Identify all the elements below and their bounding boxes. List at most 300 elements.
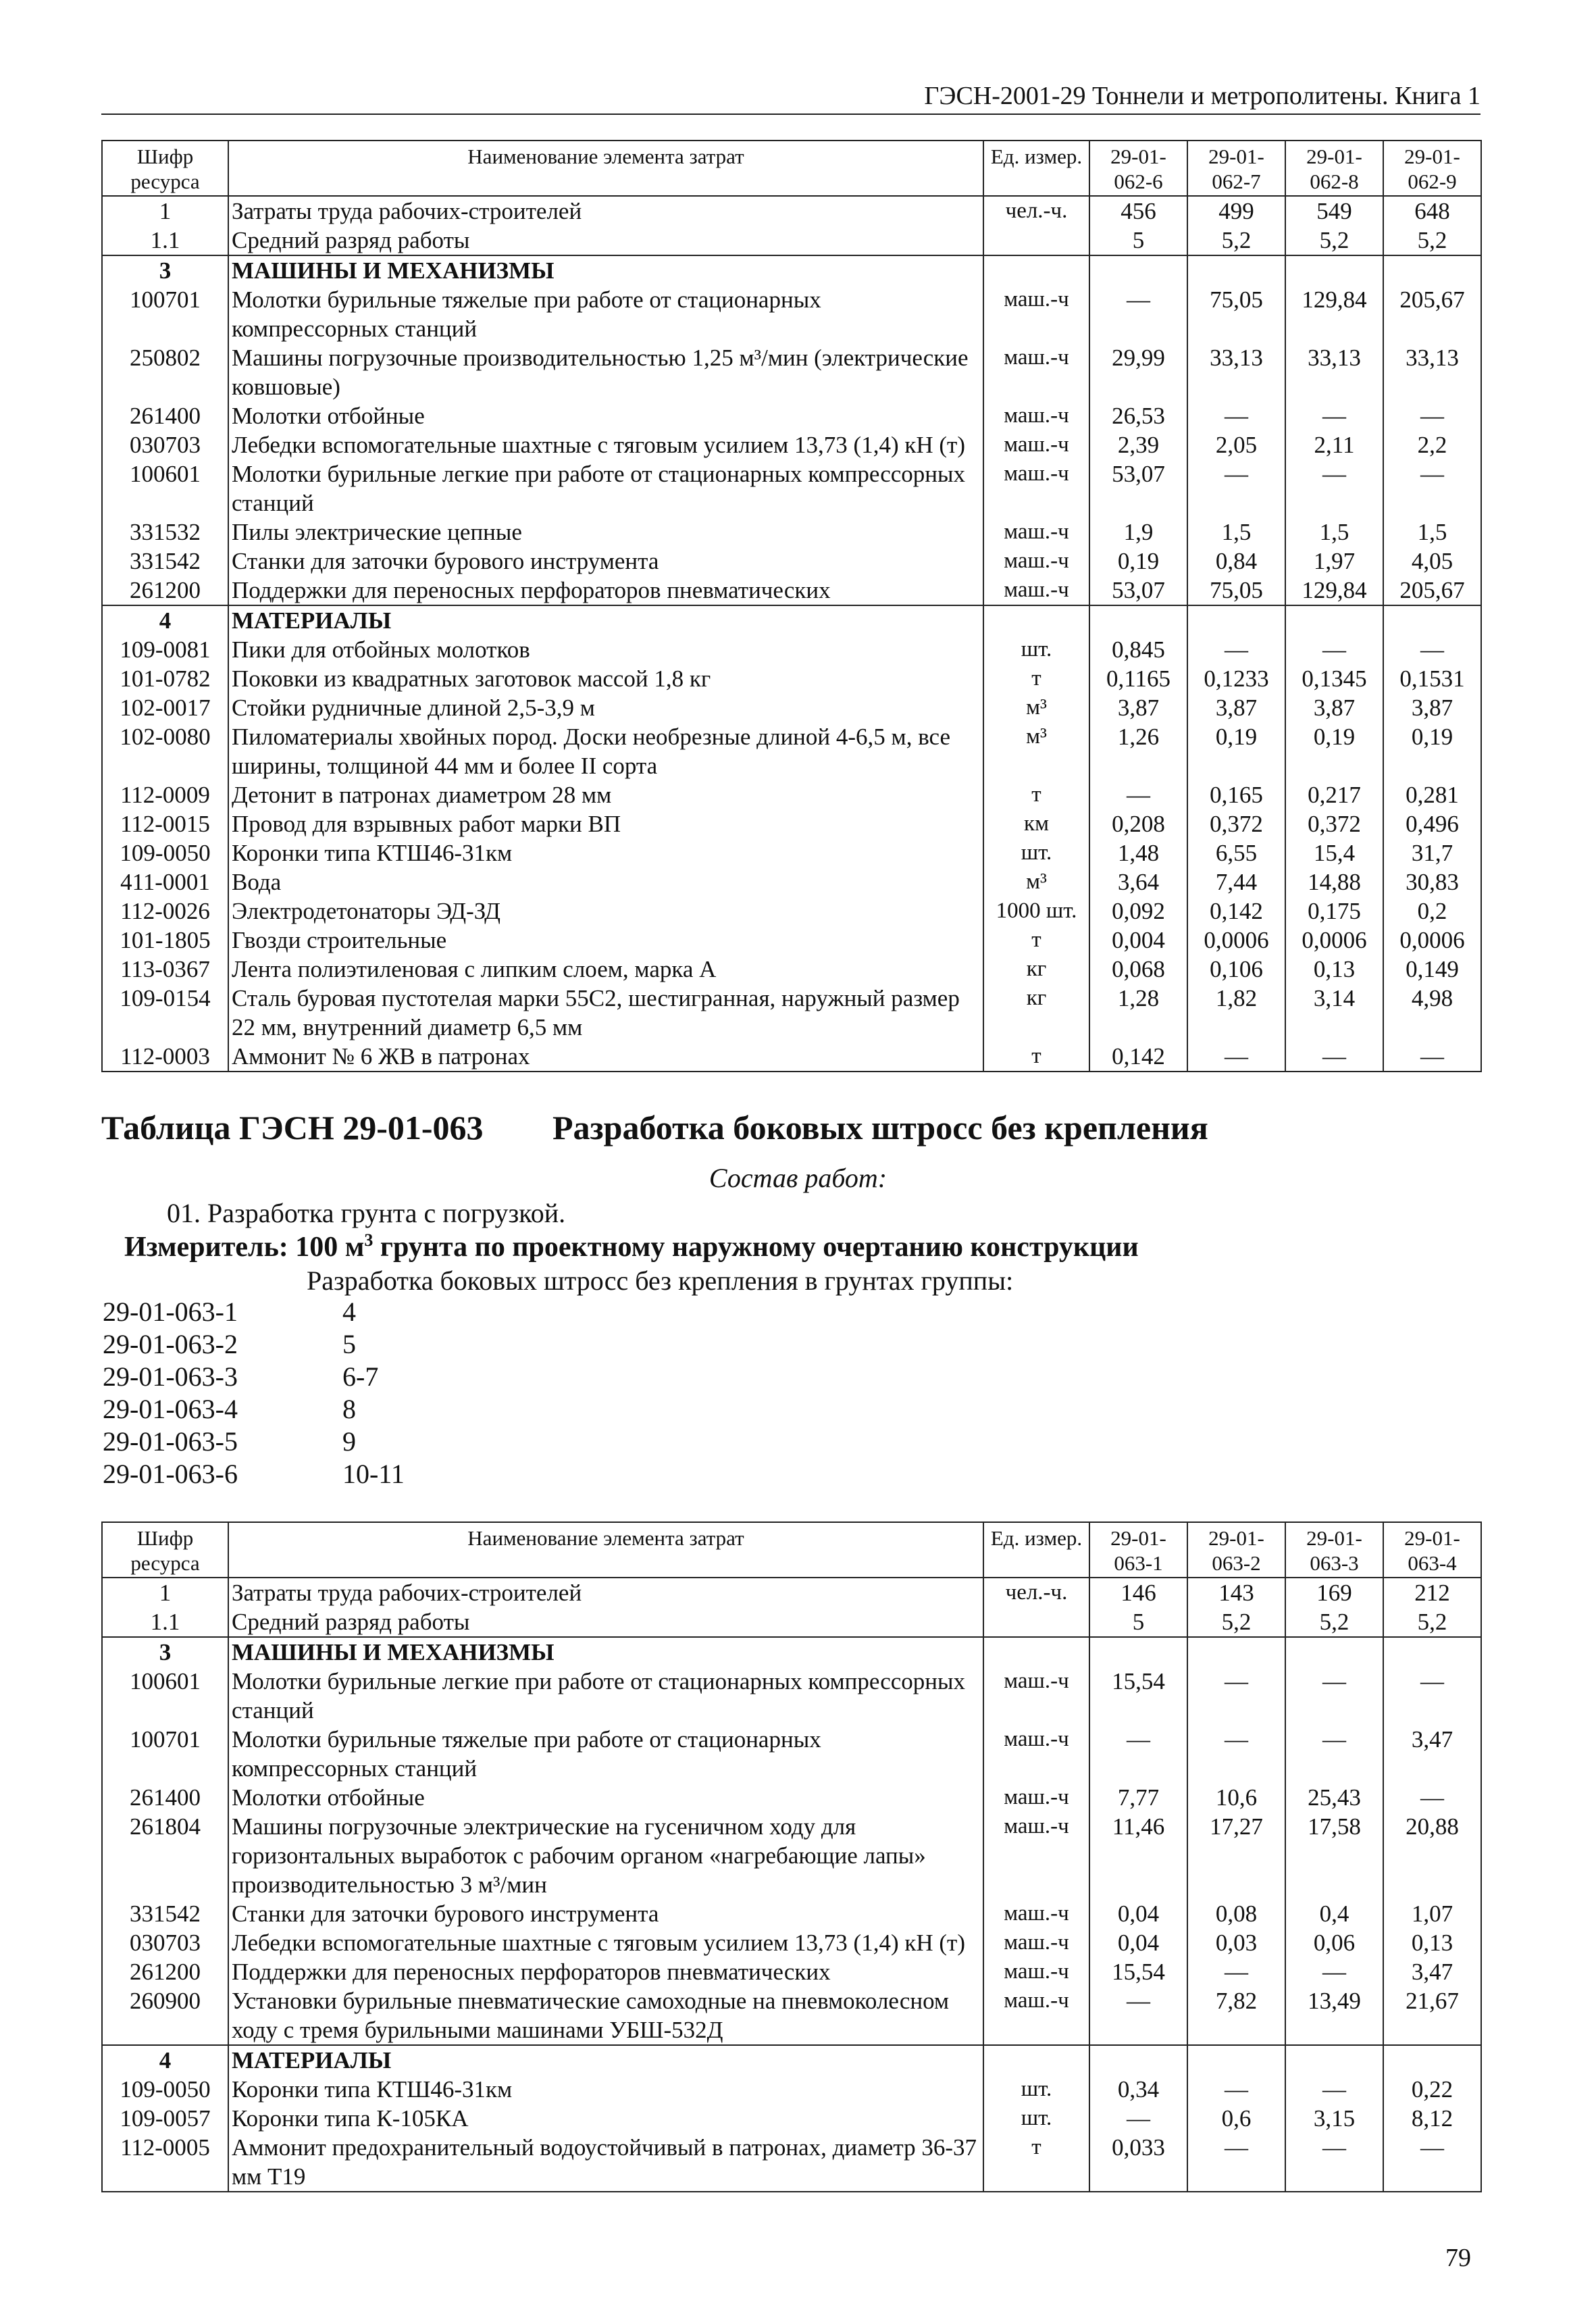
table-row: [102, 1783, 1481, 1812]
table-row: [102, 1812, 1481, 1899]
resource-value: 1,5: [1285, 518, 1383, 547]
resource-unit: кг: [983, 984, 1089, 1042]
resource-name: МАТЕРИАЛЫ: [228, 605, 983, 635]
resource-value: 0,19: [1089, 547, 1187, 576]
resource-value: —: [1383, 635, 1481, 664]
resource-value: 5,2: [1187, 226, 1285, 255]
resource-value: 29,99: [1089, 343, 1187, 401]
resource-value: 0,4: [1285, 1899, 1383, 1928]
table-row: [102, 926, 1481, 955]
resource-name: Станки для заточки бурового инструмента: [228, 1899, 983, 1928]
table-row: [102, 1899, 1481, 1928]
resource-value: 129,84: [1285, 576, 1383, 605]
resource-value: 0,092: [1089, 897, 1187, 926]
resource-value: 75,05: [1187, 576, 1285, 605]
resource-value: 0,03: [1187, 1928, 1285, 1957]
resource-value: 1,82: [1187, 984, 1285, 1042]
table-row: [102, 693, 1481, 722]
resource-value: —: [1089, 780, 1187, 809]
norm-row: [103, 1393, 508, 1426]
table-row: [102, 576, 1481, 605]
resource-value: 10,6: [1187, 1783, 1285, 1812]
norm-row: [103, 1328, 508, 1361]
resource-value: 4,05: [1383, 547, 1481, 576]
resource-name: Молотки отбойные: [228, 1783, 983, 1812]
resource-code: 250802: [102, 343, 228, 401]
resource-value: 0,22: [1383, 2075, 1481, 2104]
resource-value: 0,068: [1089, 955, 1187, 984]
resource-unit: чел.-ч.: [983, 196, 1089, 226]
resource-unit: км: [983, 809, 1089, 838]
resource-value: —: [1383, 1042, 1481, 1072]
groups-caption: Разработка боковых штросс без крепления в грунтах группы:: [307, 1265, 1014, 1296]
resource-value: 1,97: [1285, 547, 1383, 576]
resource-value: [1187, 605, 1285, 635]
resource-unit: м³: [983, 722, 1089, 780]
resource-value: —: [1383, 459, 1481, 518]
resource-value: 0,1345: [1285, 664, 1383, 693]
resource-value: 0,13: [1383, 1928, 1481, 1957]
resource-code: 3: [102, 1637, 228, 1667]
resource-code: 112-0003: [102, 1042, 228, 1072]
header-unit: Ед. измер.: [983, 141, 1089, 196]
resource-code: 100701: [102, 285, 228, 343]
resource-value: 0,033: [1089, 2133, 1187, 2192]
resource-value: 7,82: [1187, 1986, 1285, 2045]
resource-value: 0,19: [1383, 722, 1481, 780]
resource-value: 499: [1187, 196, 1285, 226]
table-row: [102, 430, 1481, 459]
resource-unit: шт.: [983, 2104, 1089, 2133]
resource-value: 0,08: [1187, 1899, 1285, 1928]
resource-value: 0,6: [1187, 2104, 1285, 2133]
resource-code: 261400: [102, 1783, 228, 1812]
resource-value: 0,1165: [1089, 664, 1187, 693]
table-row: [102, 1986, 1481, 2045]
norm-list: [103, 1296, 508, 1490]
resource-value: —: [1089, 2104, 1187, 2133]
header-col: 29-01-062-9: [1383, 141, 1481, 196]
resource-value: 3,14: [1285, 984, 1383, 1042]
resource-value: 456: [1089, 196, 1187, 226]
resource-name: Установки бурильные пневматические самоходные на пневмоколесном ходу с тремя бурильными машинами УБШ-532Д: [228, 1986, 983, 2045]
resource-code: 261400: [102, 401, 228, 430]
resource-value: 0,372: [1285, 809, 1383, 838]
resource-code: 4: [102, 605, 228, 635]
resource-value: 129,84: [1285, 285, 1383, 343]
resource-value: 2,11: [1285, 430, 1383, 459]
resource-value: 14,88: [1285, 867, 1383, 897]
resource-value: —: [1187, 459, 1285, 518]
resource-name: Пиломатериалы хвойных пород. Доски необрезные длиной 4-6,5 м, все ширины, толщиной 44 мм и более II сорта: [228, 722, 983, 780]
resource-code: 109-0050: [102, 838, 228, 867]
norm-group: 6-7: [342, 1361, 379, 1392]
resource-value: 1,5: [1187, 518, 1285, 547]
resource-value: 17,27: [1187, 1812, 1285, 1899]
resource-code: 112-0015: [102, 809, 228, 838]
resource-value: —: [1187, 1957, 1285, 1986]
resource-unit: маш.-ч: [983, 1986, 1089, 2045]
resource-value: —: [1089, 1986, 1187, 2045]
resource-name: Поковки из квадратных заготовок массой 1,8 кг: [228, 664, 983, 693]
table-row: [102, 2075, 1481, 2104]
table-row: [102, 401, 1481, 430]
resource-code: 261804: [102, 1812, 228, 1899]
resource-unit: чел.-ч.: [983, 1578, 1089, 1607]
resource-value: 0,106: [1187, 955, 1285, 984]
table-row: [102, 285, 1481, 343]
resource-unit: т: [983, 1042, 1089, 1072]
resource-unit: маш.-ч: [983, 1783, 1089, 1812]
norm-row: [103, 1458, 508, 1490]
resource-code: 3: [102, 255, 228, 285]
resource-value: 75,05: [1187, 285, 1285, 343]
resource-code: 100701: [102, 1725, 228, 1783]
resource-value: 0,372: [1187, 809, 1285, 838]
resource-value: 0,142: [1187, 897, 1285, 926]
work-item: 01. Разработка грунта с погрузкой.: [167, 1198, 566, 1228]
table-row: [102, 1957, 1481, 1986]
resource-value: 169: [1285, 1578, 1383, 1607]
resource-value: —: [1187, 2133, 1285, 2192]
resource-value: 549: [1285, 196, 1383, 226]
resource-value: 5,2: [1285, 226, 1383, 255]
resource-unit: [983, 2045, 1089, 2075]
table-row: [102, 1578, 1481, 1607]
resource-value: 33,13: [1187, 343, 1285, 401]
resource-code: 101-1805: [102, 926, 228, 955]
resource-name: МАШИНЫ И МЕХАНИЗМЫ: [228, 1637, 983, 1667]
table-row: [102, 343, 1481, 401]
resource-code: 109-0050: [102, 2075, 228, 2104]
resource-value: 6,55: [1187, 838, 1285, 867]
table-header-row: [102, 141, 1481, 196]
resource-value: 53,07: [1089, 576, 1187, 605]
resource-value: —: [1187, 1042, 1285, 1072]
table-row: [102, 1928, 1481, 1957]
resource-value: 0,142: [1089, 1042, 1187, 1072]
resource-code: 102-0017: [102, 693, 228, 722]
table-group-row: [102, 1637, 1481, 1667]
resource-unit: маш.-ч: [983, 1667, 1089, 1725]
table-code: Таблица ГЭСН 29-01-063: [101, 1109, 484, 1147]
resource-value: [1285, 1637, 1383, 1667]
resource-name: Аммонит предохранительный водоустойчивый в патронах, диаметр 36-37 мм Т19: [228, 2133, 983, 2192]
resource-code: 1: [102, 196, 228, 226]
resource-value: 146: [1089, 1578, 1187, 1607]
resource-name: Машины погрузочные производительностью 1,25 м³/мин (электрические ковшовые): [228, 343, 983, 401]
resource-value: 1,5: [1383, 518, 1481, 547]
resource-value: [1383, 1637, 1481, 1667]
resource-name: Вода: [228, 867, 983, 897]
resource-code: 1.1: [102, 1607, 228, 1637]
header-col: 29-01-062-8: [1285, 141, 1383, 196]
norm-code: 29-01-063-5: [103, 1426, 238, 1457]
resource-value: —: [1187, 1725, 1285, 1783]
resource-name: Молотки бурильные легкие при работе от стационарных компрессорных станций: [228, 459, 983, 518]
resource-value: 1,26: [1089, 722, 1187, 780]
table-row: [102, 838, 1481, 867]
resource-code: 030703: [102, 1928, 228, 1957]
resource-value: —: [1285, 1725, 1383, 1783]
resource-name: Затраты труда рабочих-строителей: [228, 1578, 983, 1607]
table-row: [102, 547, 1481, 576]
resource-value: 0,04: [1089, 1899, 1187, 1928]
resource-name: Детонит в патронах диаметром 28 мм: [228, 780, 983, 809]
norm-code: 29-01-063-3: [103, 1361, 238, 1392]
resource-value: 0,165: [1187, 780, 1285, 809]
resource-value: 0,06: [1285, 1928, 1383, 1957]
table-row: [102, 226, 1481, 255]
resource-code: 260900: [102, 1986, 228, 2045]
resource-value: 3,87: [1383, 693, 1481, 722]
resource-value: [1187, 1637, 1285, 1667]
resource-value: 212: [1383, 1578, 1481, 1607]
resource-value: —: [1187, 401, 1285, 430]
header-name: Наименование элемента затрат: [228, 141, 983, 196]
table-row: [102, 635, 1481, 664]
resource-value: [1383, 605, 1481, 635]
resource-code: 112-0005: [102, 2133, 228, 2192]
table-row: [102, 955, 1481, 984]
norm-row: [103, 1296, 508, 1328]
resource-name: Гвозди строительные: [228, 926, 983, 955]
resource-name: Молотки бурильные тяжелые при работе от стационарных компрессорных станций: [228, 1725, 983, 1783]
table-group-row: [102, 605, 1481, 635]
resource-name: Средний разряд работы: [228, 226, 983, 255]
norm-code: 29-01-063-6: [103, 1459, 238, 1489]
resource-name: Поддержки для переносных перфораторов пневматических: [228, 1957, 983, 1986]
resource-value: 0,281: [1383, 780, 1481, 809]
resource-value: [1187, 2045, 1285, 2075]
resource-value: 5,2: [1383, 226, 1481, 255]
resource-unit: [983, 1607, 1089, 1637]
resource-value: 15,54: [1089, 1667, 1187, 1725]
resource-value: 0,845: [1089, 635, 1187, 664]
resource-value: 1,48: [1089, 838, 1187, 867]
resource-name: Машины погрузочные электрические на гусеничном ходу для горизонтальных выработок с рабочим органом «нагребающие лапы» производительностью 3 м³/мин: [228, 1812, 983, 1899]
resource-name: Сталь буровая пустотелая марки 55С2, шестигранная, наружный размер 22 мм, внутренний диаметр 6,5 мм: [228, 984, 983, 1042]
resource-value: 33,13: [1383, 343, 1481, 401]
resource-code: 331542: [102, 1899, 228, 1928]
resource-value: [1285, 255, 1383, 285]
resource-unit: маш.-ч: [983, 285, 1089, 343]
resource-name: Молотки отбойные: [228, 401, 983, 430]
resource-unit: маш.-ч: [983, 459, 1089, 518]
table-row: [102, 1725, 1481, 1783]
resource-value: 31,7: [1383, 838, 1481, 867]
resource-value: 3,87: [1187, 693, 1285, 722]
resource-value: —: [1089, 285, 1187, 343]
resource-value: 11,46: [1089, 1812, 1187, 1899]
resource-value: —: [1285, 2133, 1383, 2192]
table-group-row: [102, 2045, 1481, 2075]
norm-group: 10-11: [342, 1459, 405, 1489]
resource-value: 0,175: [1285, 897, 1383, 926]
resource-value: 0,19: [1187, 722, 1285, 780]
table-row: [102, 897, 1481, 926]
table-header-row: [102, 1522, 1481, 1578]
resource-unit: м³: [983, 867, 1089, 897]
composition-heading: Состав работ:: [709, 1163, 887, 1193]
resource-value: 5,2: [1187, 1607, 1285, 1637]
resource-value: 205,67: [1383, 576, 1481, 605]
resource-code: 261200: [102, 576, 228, 605]
resource-code: 113-0367: [102, 955, 228, 984]
norm-row: [103, 1426, 508, 1458]
resource-value: 15,54: [1089, 1957, 1187, 1986]
resource-name: Провод для взрывных работ марки ВП: [228, 809, 983, 838]
norm-group: 4: [342, 1297, 356, 1327]
header-unit: Ед. измер.: [983, 1522, 1089, 1578]
resource-unit: т: [983, 664, 1089, 693]
resource-value: 5,2: [1383, 1607, 1481, 1637]
resource-value: 3,87: [1285, 693, 1383, 722]
resource-unit: маш.-ч: [983, 518, 1089, 547]
resource-value: —: [1383, 2133, 1481, 2192]
table-body: [102, 196, 1481, 1072]
table-row: [102, 867, 1481, 897]
resource-value: —: [1285, 401, 1383, 430]
measure-suffix: грунта по проектному наружному очертанию конструкции: [373, 1232, 1139, 1263]
resource-value: 3,15: [1285, 2104, 1383, 2133]
resource-value: —: [1089, 1725, 1187, 1783]
table-row: [102, 459, 1481, 518]
resource-unit: [983, 226, 1089, 255]
norm-row: [103, 1361, 508, 1393]
resource-unit: маш.-ч: [983, 430, 1089, 459]
resource-unit: маш.-ч: [983, 1928, 1089, 1957]
resource-unit: т: [983, 2133, 1089, 2192]
resource-value: 8,12: [1383, 2104, 1481, 2133]
table-row: [102, 722, 1481, 780]
measure-sup: 3: [364, 1230, 374, 1250]
resource-value: 15,4: [1285, 838, 1383, 867]
resource-value: —: [1285, 1957, 1383, 1986]
resource-value: —: [1285, 1667, 1383, 1725]
resource-code: 030703: [102, 430, 228, 459]
resource-value: [1285, 605, 1383, 635]
header-col: 29-01-063-4: [1383, 1522, 1481, 1578]
norm-group: 8: [342, 1394, 356, 1424]
resource-value: 0,1233: [1187, 664, 1285, 693]
resource-unit: [983, 255, 1089, 285]
resource-unit: [983, 1637, 1089, 1667]
resource-value: —: [1187, 635, 1285, 664]
resource-value: —: [1383, 401, 1481, 430]
resource-name: Аммонит № 6 ЖВ в патронах: [228, 1042, 983, 1072]
header-name: Наименование элемента затрат: [228, 1522, 983, 1578]
table-row: [102, 1607, 1481, 1637]
resource-name: Коронки типа К-105КА: [228, 2104, 983, 2133]
resource-value: [1089, 2045, 1187, 2075]
resource-name: Лебедки вспомогательные шахтные с тяговым усилием 13,73 (1,4) кН (т): [228, 1928, 983, 1957]
resource-code: 331542: [102, 547, 228, 576]
resource-unit: т: [983, 926, 1089, 955]
running-header: ГЭСН-2001-29 Тоннели и метрополитены. Книга 1: [101, 81, 1481, 115]
resource-value: 3,87: [1089, 693, 1187, 722]
resource-value: 4,98: [1383, 984, 1481, 1042]
norm-code: 29-01-063-2: [103, 1329, 238, 1359]
resource-value: 53,07: [1089, 459, 1187, 518]
resource-value: 3,47: [1383, 1957, 1481, 1986]
measure-prefix: Измеритель: 100 м: [124, 1232, 365, 1263]
header-col: 29-01-063-1: [1089, 1522, 1187, 1578]
resource-value: 33,13: [1285, 343, 1383, 401]
resource-value: 143: [1187, 1578, 1285, 1607]
resource-code: 411-0001: [102, 867, 228, 897]
header-col: 29-01-062-7: [1187, 141, 1285, 196]
resource-code: 1.1: [102, 226, 228, 255]
resource-value: 2,39: [1089, 430, 1187, 459]
norm-code: 29-01-063-1: [103, 1297, 238, 1327]
table-row: [102, 780, 1481, 809]
header-col: 29-01-063-3: [1285, 1522, 1383, 1578]
page-number: 79: [1445, 2244, 1471, 2272]
header-code: Шифр ресурса: [102, 1522, 228, 1578]
resource-value: 0,496: [1383, 809, 1481, 838]
table-row: [102, 809, 1481, 838]
resource-name: Молотки бурильные легкие при работе от стационарных компрессорных станций: [228, 1667, 983, 1725]
resource-value: 13,49: [1285, 1986, 1383, 2045]
resource-value: 0,19: [1285, 722, 1383, 780]
resource-value: 2,2: [1383, 430, 1481, 459]
resource-value: 0,2: [1383, 897, 1481, 926]
resource-code: 112-0026: [102, 897, 228, 926]
table-body: [102, 1578, 1481, 2192]
table-row: [102, 2104, 1481, 2133]
header-col: 29-01-063-2: [1187, 1522, 1285, 1578]
resource-code: 101-0782: [102, 664, 228, 693]
table-row: [102, 664, 1481, 693]
resource-unit: маш.-ч: [983, 1957, 1089, 1986]
table-row: [102, 518, 1481, 547]
table-row: [102, 2133, 1481, 2192]
resource-value: —: [1285, 2075, 1383, 2104]
resource-value: —: [1285, 635, 1383, 664]
header-code: Шифр ресурса: [102, 141, 228, 196]
resource-value: 0,1531: [1383, 664, 1481, 693]
resource-unit: маш.-ч: [983, 1812, 1089, 1899]
resource-unit: маш.-ч: [983, 1899, 1089, 1928]
resource-name: Затраты труда рабочих-строителей: [228, 196, 983, 226]
resource-value: 0,84: [1187, 547, 1285, 576]
resource-value: 205,67: [1383, 285, 1481, 343]
resource-unit: [983, 605, 1089, 635]
resource-code: 112-0009: [102, 780, 228, 809]
resource-code: 109-0154: [102, 984, 228, 1042]
resource-value: 17,58: [1285, 1812, 1383, 1899]
resource-unit: т: [983, 780, 1089, 809]
table-row: [102, 984, 1481, 1042]
resource-value: 20,88: [1383, 1812, 1481, 1899]
resource-name: Поддержки для переносных перфораторов пневматических: [228, 576, 983, 605]
measure-line: [124, 1231, 1139, 1263]
resource-name: Лебедки вспомогательные шахтные с тяговым усилием 13,73 (1,4) кН (т): [228, 430, 983, 459]
table-row: [102, 1042, 1481, 1072]
resource-value: —: [1187, 1667, 1285, 1725]
resource-value: 648: [1383, 196, 1481, 226]
norm-code: 29-01-063-4: [103, 1394, 238, 1424]
resource-value: 0,208: [1089, 809, 1187, 838]
table-row: [102, 196, 1481, 226]
resource-value: —: [1187, 2075, 1285, 2104]
resource-code: 100601: [102, 459, 228, 518]
resource-name: Лента полиэтиленовая с липким слоем, марка А: [228, 955, 983, 984]
resource-code: 109-0057: [102, 2104, 228, 2133]
resource-value: 1,28: [1089, 984, 1187, 1042]
resource-code: 109-0081: [102, 635, 228, 664]
